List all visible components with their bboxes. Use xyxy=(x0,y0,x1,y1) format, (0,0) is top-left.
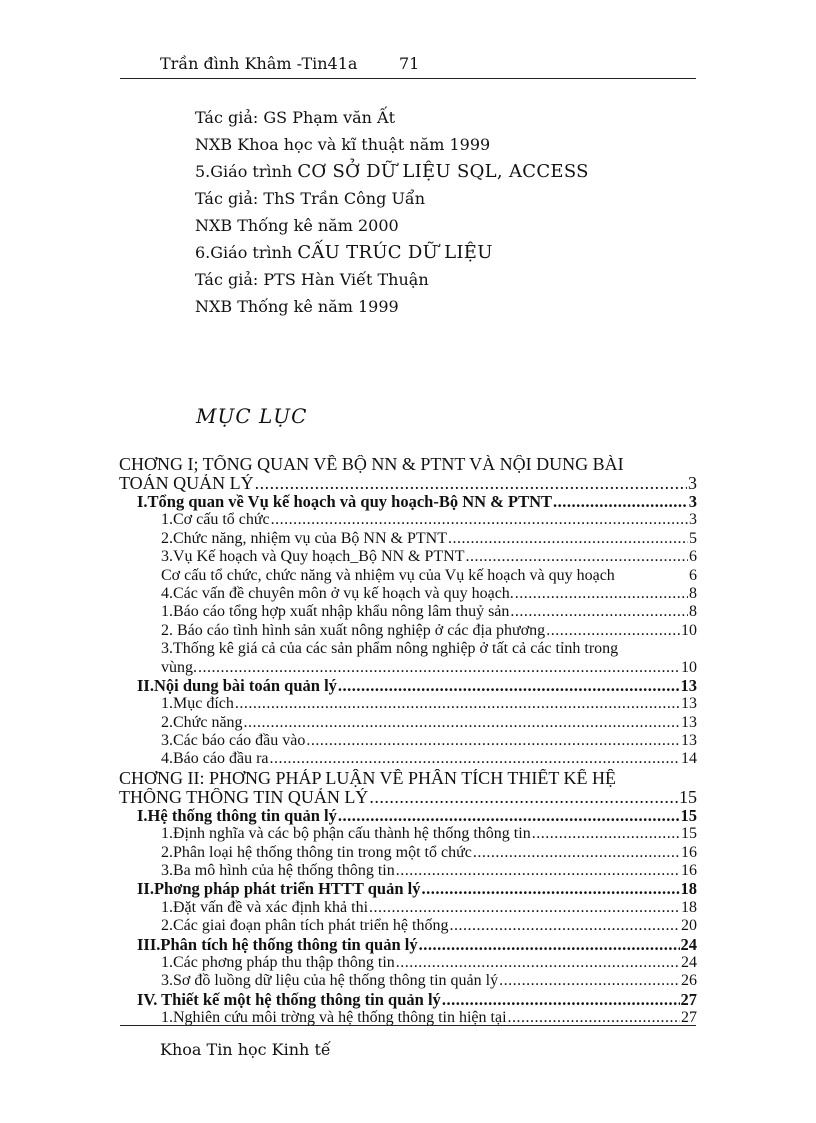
toc-entry-title: 2.Phân loại hệ thống thông tin trong một tổ chức xyxy=(161,843,472,861)
toc-leader-dots xyxy=(510,603,688,621)
toc-entry-title: 4.Báo cáo đầu ra xyxy=(161,750,269,768)
page-footer xyxy=(120,1025,696,1059)
toc-leader-dots xyxy=(198,659,680,677)
toc-entry xyxy=(119,567,697,585)
toc-entry-title: I.Tổng quan về Vụ kế hoạch và quy hoạch-Bộ NN & PTNT xyxy=(137,493,553,511)
toc-entry-page: 15 xyxy=(680,806,697,825)
toc-entry-page: 14 xyxy=(681,750,697,768)
toc-entry-page: 6 xyxy=(689,566,697,584)
toc-entry-page: 24 xyxy=(681,953,697,971)
toc-entry xyxy=(119,511,697,529)
toc-leader-dots xyxy=(396,954,680,972)
toc-leader-dots xyxy=(306,732,680,750)
toc-entry xyxy=(119,825,697,843)
toc-entry-title: THỐNG THÔNG TIN QUẢN LÝ xyxy=(119,787,369,807)
toc-entry-page: 26 xyxy=(681,972,697,990)
toc-entry-title: I.Hệ thống thông tin quản lý xyxy=(137,806,337,825)
toc-entry-page: 18 xyxy=(680,880,697,899)
toc-leader-dots xyxy=(235,695,680,713)
toc-entry-page: 10 xyxy=(681,658,697,676)
toc-entry-title: 1.Mục đích xyxy=(161,695,234,713)
reference-line: Tác giả: GS Phạm văn Ất xyxy=(195,108,396,127)
toc-leader-dots xyxy=(442,991,680,1009)
header-author: Trần đình Khâm -Tin41a xyxy=(160,54,358,73)
toc-entry-page: 8 xyxy=(689,603,697,621)
toc-entry xyxy=(119,714,697,732)
toc-entry xyxy=(119,954,697,972)
toc-leader-dots xyxy=(449,917,680,935)
reference-line xyxy=(195,239,589,266)
toc-entry-page: 15 xyxy=(681,825,697,843)
toc-entry-title: II.Nội dung bài toán quản lý xyxy=(137,676,337,695)
toc-entry xyxy=(119,936,697,954)
toc-entry-page: 6 xyxy=(689,548,697,566)
toc-entry-title: 3.Thống kê giá cả của các sản phẩm nông nghiệp ở tất cả các tỉnh trong xyxy=(161,640,619,658)
toc-entry-title: CHƠNG I; TỔNG QUAN VỀ BỘ NN & PTNT VÀ NỘI DUNG BÀI xyxy=(119,455,624,474)
reference-prefix: 6.Giáo trình xyxy=(195,243,298,262)
toc-entry-page: 13 xyxy=(681,732,697,750)
toc-entry xyxy=(119,917,697,935)
toc-entry xyxy=(119,862,697,880)
toc-title: MỤC LỤC xyxy=(196,404,308,428)
toc-entry-title: 1.Đặt vấn đề và xác định khả thi xyxy=(161,898,369,916)
toc-entry xyxy=(119,455,697,474)
toc-leader-dots xyxy=(255,474,687,493)
toc-entry xyxy=(119,640,697,658)
toc-entry-page: 10 xyxy=(681,621,697,639)
reference-prefix: 5.Giáo trình xyxy=(195,162,298,181)
toc-entry-title: 1.Nghiên cứu môi trờng và hệ thống thông tin hiện tại xyxy=(161,1009,507,1027)
toc-entry-page: 13 xyxy=(680,676,697,695)
toc-leader-dots xyxy=(419,936,680,954)
toc-leader-dots xyxy=(515,585,688,603)
toc-leader-dots xyxy=(244,714,680,732)
toc-entry-title: 3.Vụ Kế hoạch và Quy hoạch_Bộ NN & PTNT xyxy=(161,548,465,566)
toc-leader-dots xyxy=(466,548,689,566)
toc-leader-dots xyxy=(396,862,680,880)
toc-entry-page: 27 xyxy=(681,1009,697,1027)
toc-entry-page: 24 xyxy=(680,935,697,954)
toc-leader-dots xyxy=(338,677,680,695)
table-of-contents xyxy=(119,455,697,1028)
toc-entry xyxy=(119,659,697,677)
toc-entry-title: 2.Chức năng xyxy=(161,713,243,731)
reference-line: NXB Khoa học và kĩ thuật năm 1999 xyxy=(195,135,491,154)
toc-leader-dots xyxy=(499,972,680,990)
toc-entry xyxy=(119,732,697,750)
reference-book-title: CƠ SỞ DỮ LIỆU SQL, ACCESS xyxy=(297,161,589,182)
reference-line: NXB Thống kê năm 1999 xyxy=(195,297,399,316)
toc-entry xyxy=(119,695,697,713)
reference-line: Tác giả: ThS Trần Công Uẩn xyxy=(195,189,426,208)
toc-entry xyxy=(119,622,697,640)
toc-entry xyxy=(119,788,697,807)
toc-entry xyxy=(119,493,697,511)
toc-entry-page: 3 xyxy=(688,493,697,511)
toc-entry-page: 16 xyxy=(681,862,697,880)
toc-leader-dots xyxy=(553,493,688,511)
page-header xyxy=(120,52,696,79)
reference-list xyxy=(195,104,589,320)
toc-entry-title: 2.Các giai đoạn phân tích phát triển hệ thống xyxy=(161,917,449,935)
toc-leader-dots xyxy=(369,788,678,807)
toc-entry-title: 1.Báo cáo tổng hợp xuất nhập khẩu nông lâm thuỷ sản xyxy=(161,603,510,621)
footer-text: Khoa Tin học Kinh tế xyxy=(160,1040,331,1059)
toc-entry xyxy=(119,548,697,566)
toc-entry-page: 3 xyxy=(689,511,697,529)
toc-entry-title: TOÁN QUẢN LÝ xyxy=(119,474,254,493)
toc-entry-title: 2.Chức năng, nhiệm vụ của Bộ NN & PTNT xyxy=(161,529,447,547)
toc-entry xyxy=(119,750,697,768)
toc-entry-title: 4.Các vấn đề chuyên môn ở vụ kế hoạch và quy hoạch. xyxy=(161,584,514,602)
toc-entry-title: 1.Các phơng pháp thu thập thông tin xyxy=(161,953,395,971)
toc-entry xyxy=(119,807,697,825)
toc-entry-page: 16 xyxy=(681,843,697,861)
toc-entry-title: CHƠNG II: PHƠNG PHÁP LUẬN VỀ PHÂN TÍCH THIẾT KẾ HỆ xyxy=(119,768,617,788)
toc-entry-title: vùng. xyxy=(161,658,197,676)
toc-entry-title: 1.Cơ cấu tổ chức xyxy=(161,511,270,529)
toc-entry-title: 3.Các báo cáo đầu vào xyxy=(161,732,306,750)
toc-entry-page: 8 xyxy=(689,584,697,602)
reference-line xyxy=(195,158,589,185)
toc-entry-title: 1.Định nghĩa và các bộ phận cấu thành hệ thống thông tin xyxy=(161,825,531,843)
toc-entry-page: 5 xyxy=(689,529,697,547)
toc-entry-page: 27 xyxy=(680,990,697,1009)
toc-entry xyxy=(119,899,697,917)
header-page-number: 71 xyxy=(399,54,420,73)
toc-entry-page: 20 xyxy=(681,917,697,935)
toc-entry xyxy=(119,585,697,603)
toc-leader-dots xyxy=(473,844,680,862)
toc-entry-title: III.Phân tích hệ thống thông tin quản lý xyxy=(137,935,418,954)
toc-entry-title: IV. Thiết kế một hệ thống thông tin quản lý xyxy=(137,990,441,1009)
toc-entry-title: 3.Ba mô hình của hệ thống thông tin xyxy=(161,862,395,880)
toc-entry xyxy=(119,603,697,621)
toc-leader-dots xyxy=(369,899,680,917)
toc-entry-page: 15 xyxy=(679,787,697,807)
toc-entry-title: 2. Báo cáo tình hình sản xuất nông nghiệp ở các địa phương xyxy=(161,621,546,639)
toc-entry-page: 18 xyxy=(681,898,697,916)
toc-entry xyxy=(119,991,697,1009)
toc-entry-title: 3.Sơ đồ luồng dữ liệu của hệ thống thông tin quản lý xyxy=(161,972,499,990)
reference-line: Tác giả: PTS Hàn Viết Thuận xyxy=(195,270,429,289)
toc-leader-dots xyxy=(448,530,688,548)
toc-entry xyxy=(119,880,697,898)
toc-leader-dots xyxy=(532,825,680,843)
toc-entry xyxy=(119,769,697,788)
toc-entry xyxy=(119,474,697,493)
toc-entry xyxy=(119,677,697,695)
reference-line: NXB Thống kê năm 2000 xyxy=(195,216,399,235)
toc-entry-page: 13 xyxy=(681,713,697,731)
toc-entry xyxy=(119,972,697,990)
toc-entry xyxy=(119,530,697,548)
reference-book-title: CẤU TRÚC DỮ LIỆU xyxy=(297,242,493,263)
toc-leader-dots xyxy=(421,880,679,898)
toc-leader-dots xyxy=(271,511,688,529)
toc-leader-dots xyxy=(546,622,680,640)
toc-leader-dots xyxy=(270,750,680,768)
toc-entry xyxy=(119,844,697,862)
toc-entry-title: Cơ cấu tổ chức, chức năng và nhiệm vụ của Vụ kế hoạch và quy hoạch xyxy=(161,566,615,584)
toc-entry-title: II.Phơng pháp phát triển HTTT quản lý xyxy=(137,880,421,899)
toc-entry-page: 3 xyxy=(688,474,697,493)
toc-entry-page: 13 xyxy=(681,695,697,713)
toc-leader-dots xyxy=(338,807,680,825)
